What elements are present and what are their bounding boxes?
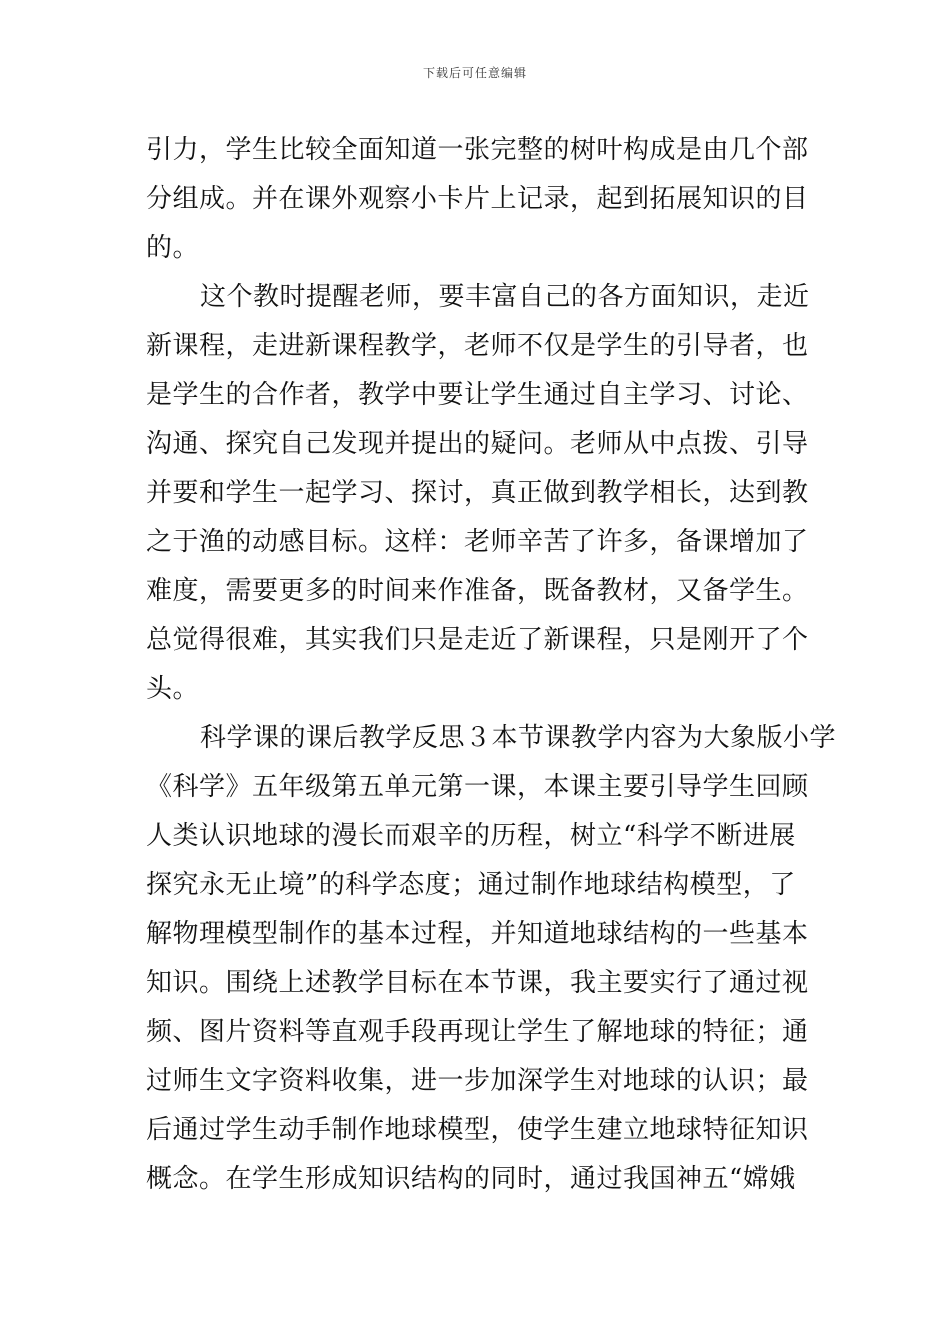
paragraph (146, 126, 809, 273)
text-line: 这个教时提醒老师，要丰富自己的各方面知识，走近 (200, 282, 810, 312)
page-header: 下载后可任意编辑 (422, 66, 527, 80)
text-line: 的。 (146, 233, 200, 263)
text-line: 并要和学生一起学习、探讨，真正做到教学相长，达到教 (146, 478, 809, 508)
text-line: 总觉得很难，其实我们只是走近了新课程，只是刚开了个 (146, 625, 809, 655)
text-line: 人类认识地球的漫长而艰辛的历程，树立“科学不断进展 (146, 821, 796, 851)
text-line: 新课程，走进新课程教学，老师不仅是学生的引导者，也 (146, 331, 809, 361)
text-line: 是学生的合作者，教学中要让学生通过自主学习、讨论、 (146, 380, 809, 410)
text-line: 后通过学生动手制作地球模型，使学生建立地球特征知识 (146, 1115, 809, 1145)
text-line: 解物理模型制作的基本过程，并知道地球结构的一些基本 (146, 919, 809, 949)
document-body (146, 126, 837, 1204)
text-line: 难度，需要更多的时间来作准备，既备教材，又备学生。 (146, 576, 809, 606)
text-line: 频、图片资料等直观手段再现让学生了解地球的特征；通 (146, 1017, 809, 1047)
paragraph (146, 273, 810, 714)
text-line: 之于渔的动感目标。这样：老师辛苦了许多，备课增加了 (146, 527, 809, 557)
text-line: 《科学》五年级第五单元第一课，本课主要引导学生回顾 (146, 772, 809, 802)
text-line: 分组成。并在课外观察小卡片上记录，起到拓展知识的目 (146, 184, 809, 214)
text-line: 知识。围绕上述教学目标在本节课，我主要实行了通过视 (146, 968, 809, 998)
text-line: 探究永无止境”的科学态度；通过制作地球结构模型，了 (146, 870, 796, 900)
text-line: 头。 (146, 674, 200, 704)
text-line: 引力，学生比较全面知道一张完整的树叶构成是由几个部 (146, 135, 809, 165)
paragraph (146, 714, 837, 1204)
text-line: 过师生文字资料收集，进一步加深学生对地球的认识；最 (146, 1066, 809, 1096)
text-line: 概念。在学生形成知识结构的同时，通过我国神五“嫦娥 (146, 1164, 796, 1194)
text-line: 沟通、探究自己发现并提出的疑问。老师从中点拨、引导 (146, 429, 809, 459)
text-line: 科学课的课后教学反思３本节课教学内容为大象版小学 (200, 723, 837, 753)
